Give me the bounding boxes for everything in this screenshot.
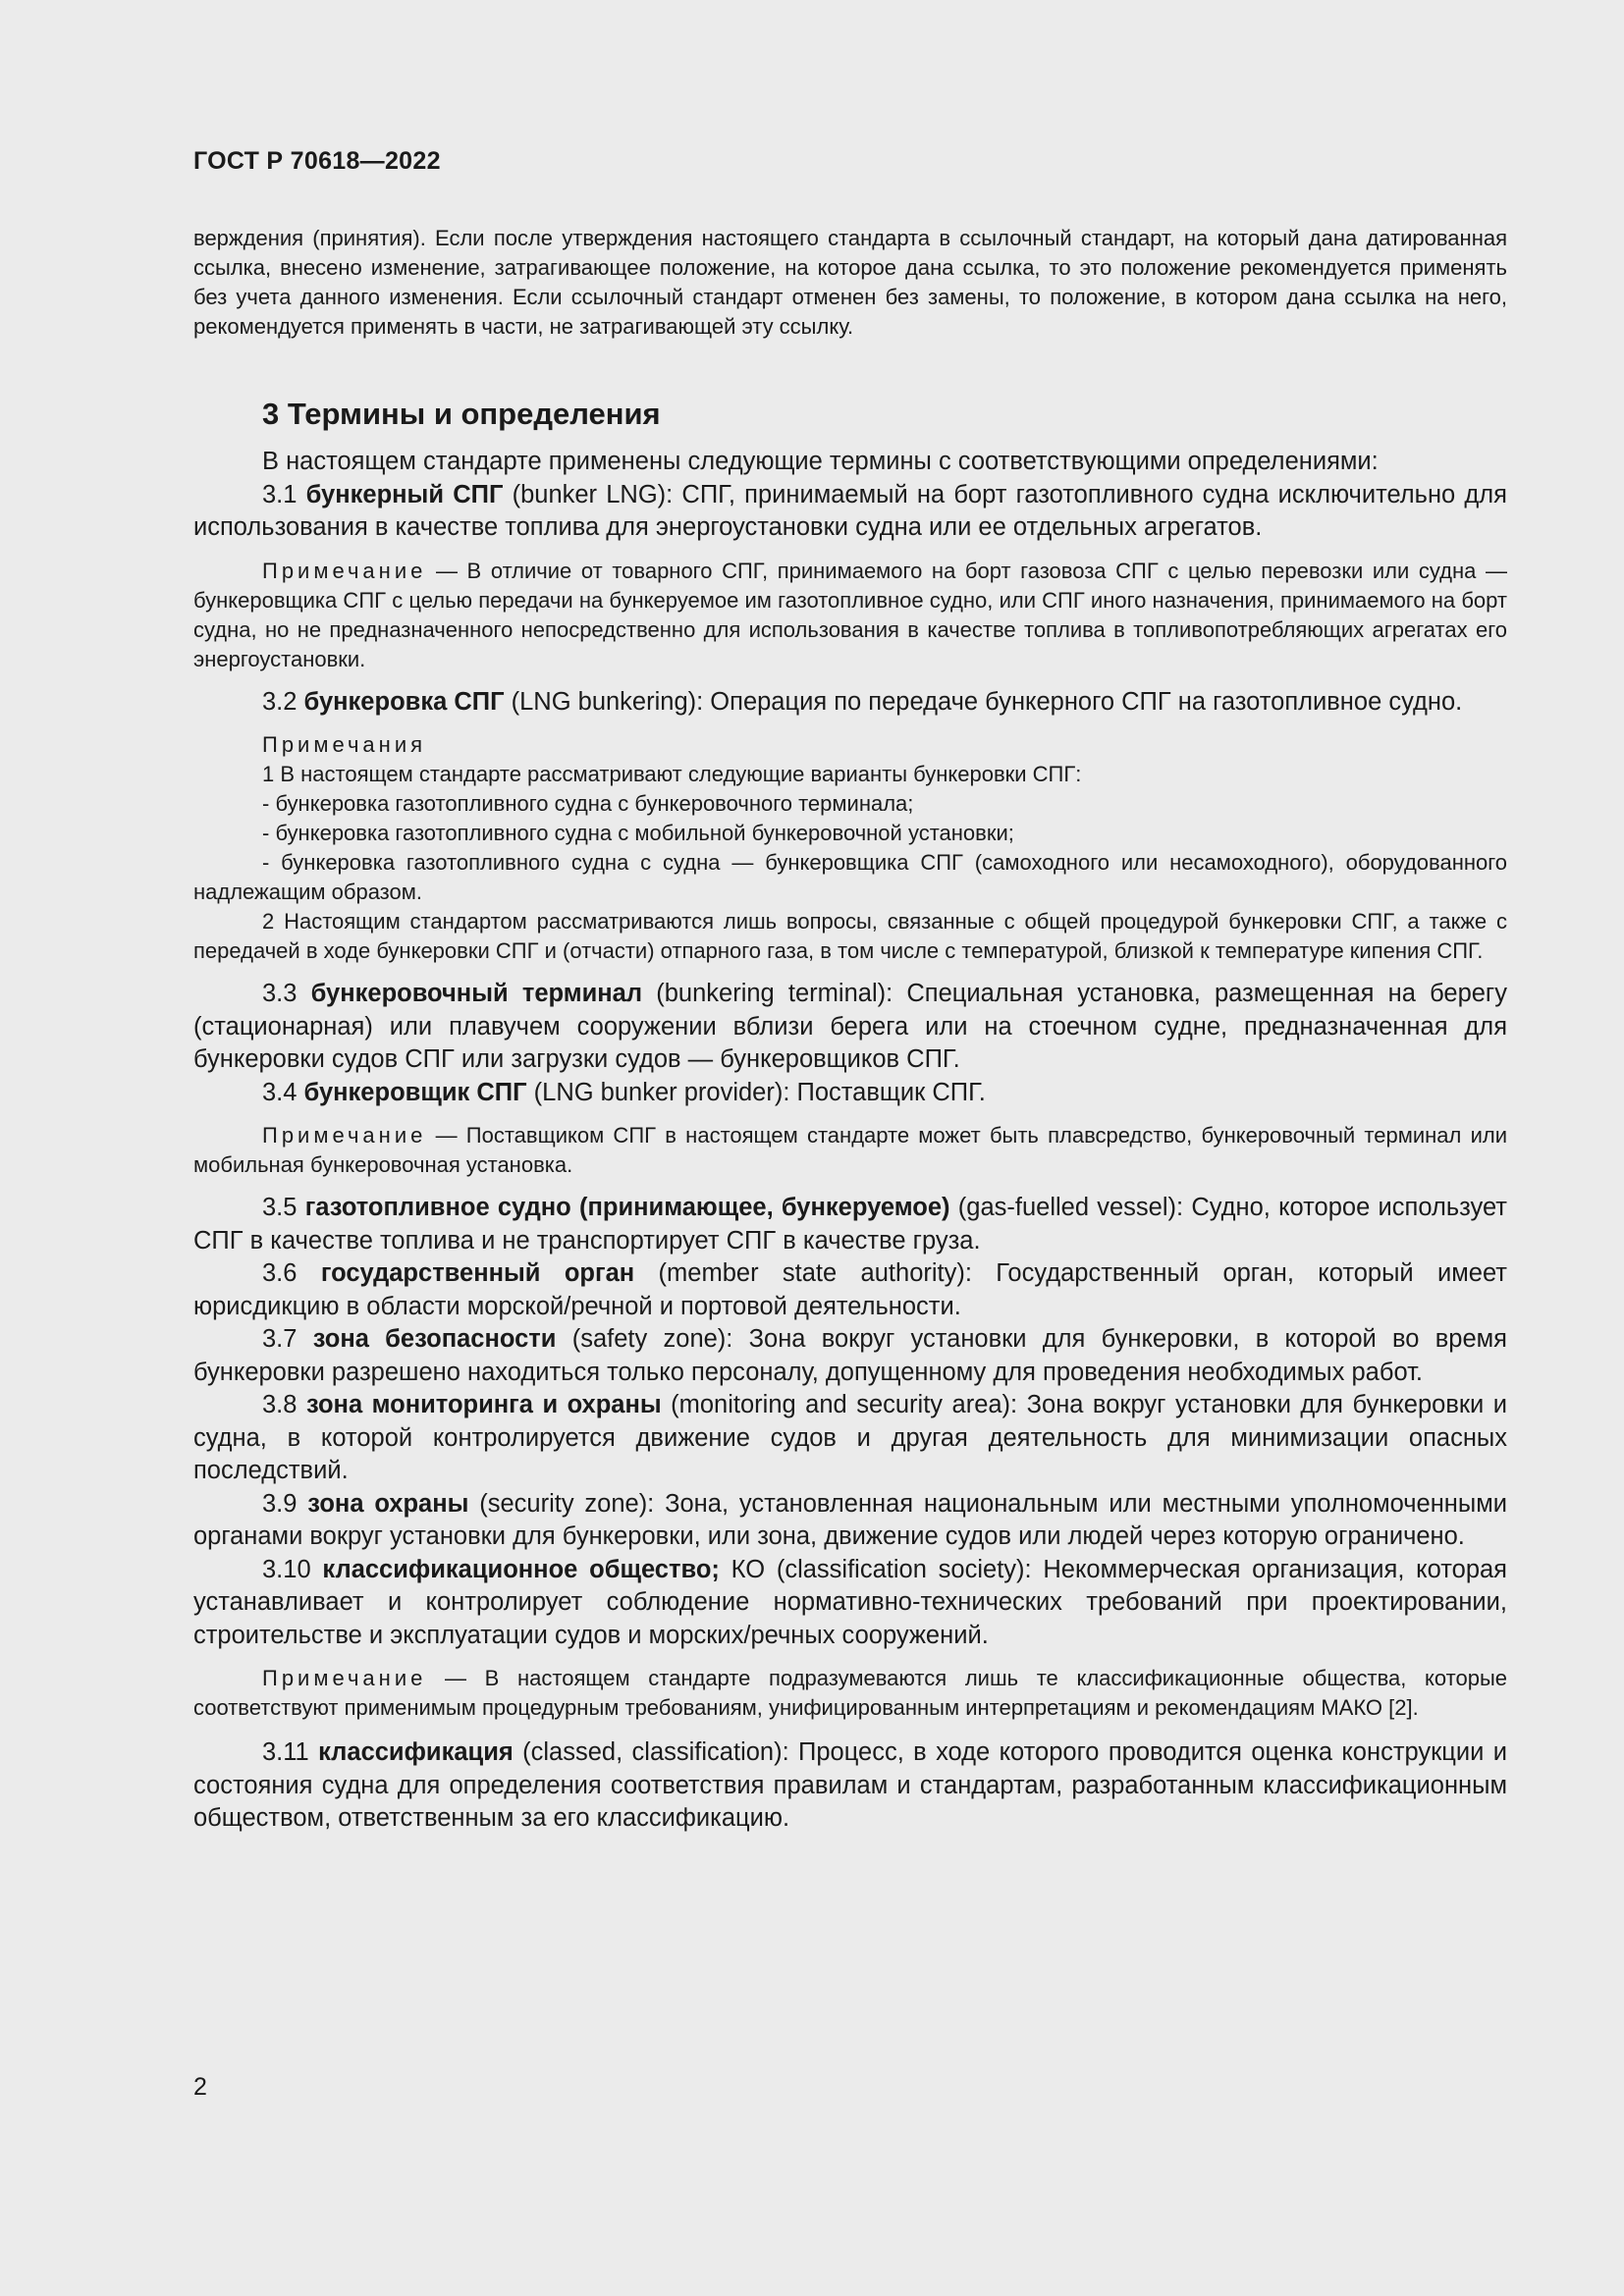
note-3-10 [193, 1664, 1507, 1723]
notes-label: Примечания [262, 732, 427, 757]
term-definition: (member state authority): Государственный орган, который имеет юрисдикцию в области морской/речной и портовой деятельности. [193, 1259, 1507, 1320]
term-number: 3.8 [262, 1391, 298, 1418]
note-text: — В отличие от товарного СПГ, принимаемого на борт газовоза СПГ с целью перевозки или судна — бункеровщика СПГ с целью передачи на бункеруемое им газотопливное судно, или СПГ иного назначения, принимаемого на борт судна, но не предназначенного непосредственно для использования в качестве топлива в топливопотребляющих агрегатах его энергоустановки. [193, 558, 1507, 671]
page-number: 2 [193, 2073, 207, 2101]
term-definition: (gas-fuelled vessel): Судно, которое использует СПГ в качестве топлива и не транспортирует СПГ в качестве груза. [193, 1194, 1507, 1255]
term-3-11 [193, 1736, 1507, 1836]
term-3-1 [193, 479, 1507, 545]
term-name: государственный орган [320, 1259, 635, 1287]
note-text: — Поставщиком СПГ в настоящем стандарте может быть плавсредство, бункеровочный терминал или мобильная бункеровочная установка. [193, 1123, 1507, 1177]
term-definition: (LNG bunker provider): Поставщик СПГ. [526, 1078, 986, 1106]
term-definition: (classed, classification): Процесс, в ходе которого проводится оценка конструкции и состояния судна для определения соответствия правилам и стандартам, разработанным классификационным обществом, ответственным за его классификацию. [193, 1738, 1507, 1832]
term-definition: (monitoring and security area): Зона вокруг установки для бункеровки и судна, в которой контролируется движение судов и другая деятельность для минимизации опасных последствий. [193, 1391, 1507, 1484]
document-header: ГОСТ Р 70618—2022 [193, 147, 441, 175]
term-3-9 [193, 1488, 1507, 1554]
term-3-7 [193, 1323, 1507, 1389]
note-text: — В настоящем стандарте подразумеваются лишь те классификационные общества, которые соответствуют применимым процедурным требованиям, унифицированным интерпретациям и рекомендациям МАКО [2]. [193, 1666, 1507, 1720]
term-number: 3.5 [262, 1194, 298, 1221]
notes-3-2 [193, 730, 1507, 966]
term-name: бункеровка СПГ [303, 687, 505, 716]
page-content [193, 224, 1507, 1836]
term-3-8 [193, 1389, 1507, 1488]
term-number: 3.1 [262, 480, 298, 508]
term-definition: (safety zone): Зона вокруг установки для бункеровки, в которой во время бункеровки разрешено находиться только персоналу, допущенному для проведения необходимых работ. [193, 1325, 1507, 1386]
term-name: классификационное общество; [322, 1555, 720, 1583]
section-lead: В настоящем стандарте применены следующие термины с соответствующими определениями: [262, 448, 1379, 475]
term-3-6 [193, 1257, 1507, 1323]
term-3-2 [193, 686, 1507, 720]
term-definition: КО (classification society): Некоммерческая организация, которая устанавливает и контролирует соблюдение нормативно-технических требований при проектировании, строительстве и эксплуатации судов и морских/речных сооружений. [193, 1555, 1507, 1649]
term-definition: (bunkering terminal): Специальная установка, размещенная на берегу (стационарная) или плавучем сооружении вблизи берега или на стоечном судне, предназначенная для бункеровки судов СПГ или загрузки судов — бункеровщиков СПГ. [193, 980, 1507, 1073]
term-name: бункерный СПГ [305, 480, 504, 508]
note-item-1: 1 В настоящем стандарте рассматривают следующие варианты бункеровки СПГ: [262, 762, 1082, 786]
note-bullet-2: - бункеровка газотопливного судна с мобильной бункеровочной установки; [262, 821, 1014, 845]
term-definition: (security zone): Зона, установленная национальным или местными уполномоченными органами вокруг установки для бункеровки, или зона, движение судов или людей через которую ограничено. [193, 1489, 1507, 1550]
note-3-4 [193, 1121, 1507, 1180]
term-name: бункеровщик СПГ [303, 1078, 527, 1106]
term-number: 3.10 [262, 1555, 311, 1583]
term-name: газотопливное судно (принимающее, бункеруемое) [304, 1194, 950, 1221]
term-name: бункеровочный терминал [310, 980, 643, 1007]
term-definition: (bunker LNG): СПГ, принимаемый на борт газотопливного судна исключительно для использования в качестве топлива для энергоустановки судна или ее отдельных агрегатов. [193, 480, 1507, 541]
term-definition: (LNG bunkering): Операция по передаче бункерного СПГ на газотопливное судно. [504, 687, 1463, 716]
note-label: Примечание [262, 1666, 427, 1690]
note-bullet-1: - бункеровка газотопливного судна с бункеровочного терминала; [262, 791, 914, 816]
section-title: 3 Термины и определения [262, 397, 661, 431]
note-3-1 [193, 557, 1507, 674]
term-name: зона мониторинга и охраны [305, 1391, 662, 1418]
term-number: 3.4 [262, 1078, 298, 1106]
note-label: Примечание [262, 558, 427, 583]
term-number: 3.7 [262, 1325, 298, 1353]
term-name: классификация [318, 1738, 514, 1766]
term-3-5 [193, 1192, 1507, 1257]
note-bullet-3: - бункеровка газотопливного судна с судна — бункеровщика СПГ (самоходного или несамоходного), оборудованного надлежащим образом. [193, 850, 1507, 904]
term-3-4 [193, 1077, 1507, 1110]
term-number: 3.3 [262, 980, 298, 1007]
term-number: 3.6 [262, 1259, 298, 1287]
note-label: Примечание [262, 1123, 427, 1148]
note-item-2: 2 Настоящим стандартом рассматриваются лишь вопросы, связанные с общей процедурой бункеровки СПГ, а также с передачей в ходе бункеровки СПГ и (отчасти) отпарного газа, в том числе с температурой, близкой к температуре кипения СПГ. [193, 909, 1507, 963]
intro-paragraph: верждения (принятия). Если после утверждения настоящего стандарта в ссылочный стандарт, на который дана датированная ссылка, внесено изменение, затрагивающее положение, на которое дана ссылка, то это положение рекомендуется применять без учета данного изменения. Если ссылочный стандарт отменен без замены, то положение, в котором дана ссылка на него, рекомендуется применять в части, не затрагивающей эту ссылку. [193, 226, 1507, 339]
term-number: 3.11 [262, 1738, 309, 1766]
term-3-3 [193, 978, 1507, 1077]
term-name: зона охраны [307, 1489, 469, 1518]
term-name: зона безопасности [312, 1325, 557, 1353]
term-3-10 [193, 1554, 1507, 1653]
term-number: 3.2 [262, 687, 298, 716]
term-number: 3.9 [262, 1489, 298, 1518]
